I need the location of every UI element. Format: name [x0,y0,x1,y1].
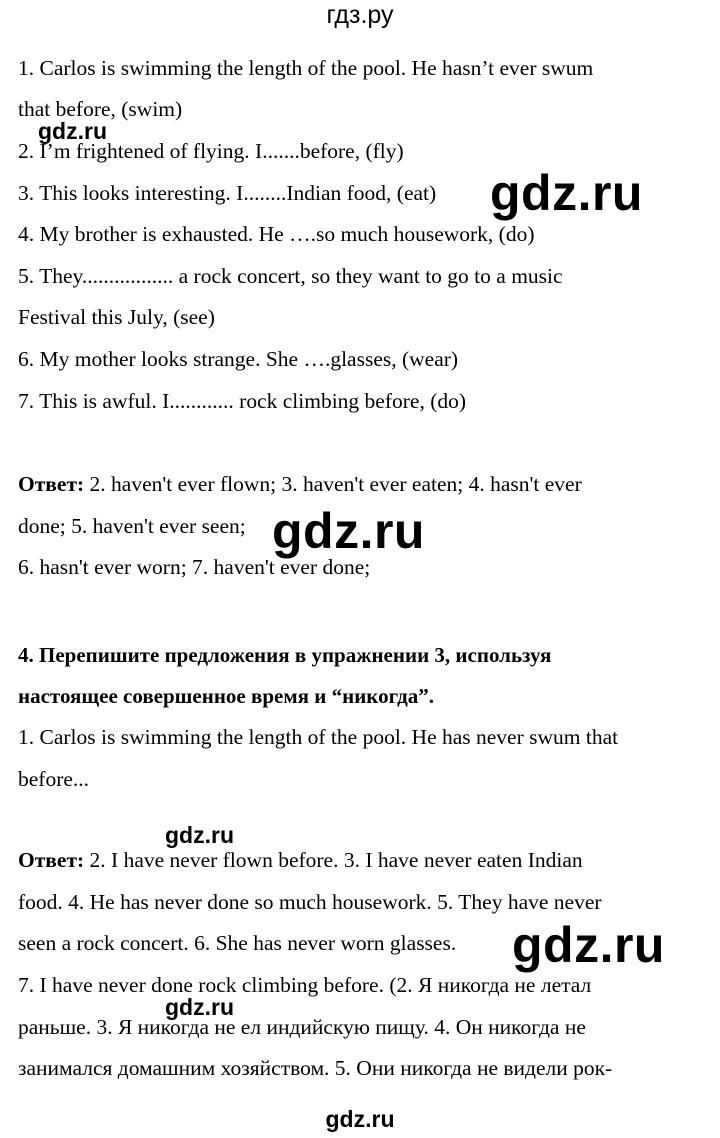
exercise3-line-3: 2. I’m frightened of flying. I.......before, (fly) [18,139,404,163]
exercise4-heading-line-2: настоящее совершенное время и “никогда”. [18,684,434,708]
exercise3-line-8: 6. My mother looks strange. She ….glasses, (wear) [18,347,459,371]
watermark-big: gdz.ru [512,917,665,973]
watermark-small: gdz.ru [165,822,234,848]
watermark-small: gdz.ru [38,118,107,144]
exercise3-line-7: Festival this July, (see) [18,305,215,329]
page-footer: gdz.ru [325,1106,395,1132]
exercise4-answer-line-5: раньше. 3. Я никогда не ел индийскую пищу. 4. Он никогда не [18,1015,586,1039]
watermark-big: gdz.ru [490,165,643,221]
watermark-small: gdz.ru [165,994,234,1020]
exercise4-answer-text-1: 2. I have never flown before. 3. I have never eaten Indian [84,848,583,872]
exercise3-line-5: 4. My brother is exhausted. He ….so much housework, (do) [18,222,535,246]
page-header: гдз.ру [326,1,394,29]
answer-label: Ответ: [18,848,85,872]
exercise4-example-line-1: 1. Carlos is swimming the length of the pool. He has never swum that [18,725,619,749]
exercise3-line-6: 5. They................. a rock concert, so they want to go to a music [18,264,563,288]
watermark-big: gdz.ru [272,503,425,559]
exercise3-answer-line-1 [18,464,718,506]
exercise4-answer-line-4: 7. I have never done rock climbing before. (2. Я никогда не летал [18,973,592,997]
exercise4-example-line-2: before... [18,767,90,791]
exercise3-answer-text-1: 2. haven't ever flown; 3. haven't ever eaten; 4. hasn't ever [84,472,582,496]
exercise4-answer-line-3: seen a rock concert. 6. She has never worn glasses. [18,931,457,955]
exercise3-answer-line-3: 6. hasn't ever worn; 7. haven't ever done; [18,555,371,579]
exercise3-line-9: 7. This is awful. I............ rock climbing before, (do) [18,389,467,413]
exercise3-answer-line-2: done; 5. haven't ever seen; [18,514,246,538]
exercise4-answer-line-6: занимался домашним хозяйством. 5. Они никогда не видели рок- [18,1056,613,1080]
answer-label: Ответ: [18,472,85,496]
exercise3-line-4: 3. This looks interesting. I........Indian food, (eat) [18,181,437,205]
exercise4-heading-line-1: 4. Перепишите предложения в упражнении 3, используя [18,643,552,667]
exercise4-answer-line-2: food. 4. He has never done so much housework. 5. They have never [18,890,602,914]
exercise4-answer-line-1 [18,840,718,882]
exercise3-line-2: that before, (swim) [18,97,183,121]
exercise3-line-1: 1. Carlos is swimming the length of the pool. He hasn’t ever swum [18,56,594,80]
